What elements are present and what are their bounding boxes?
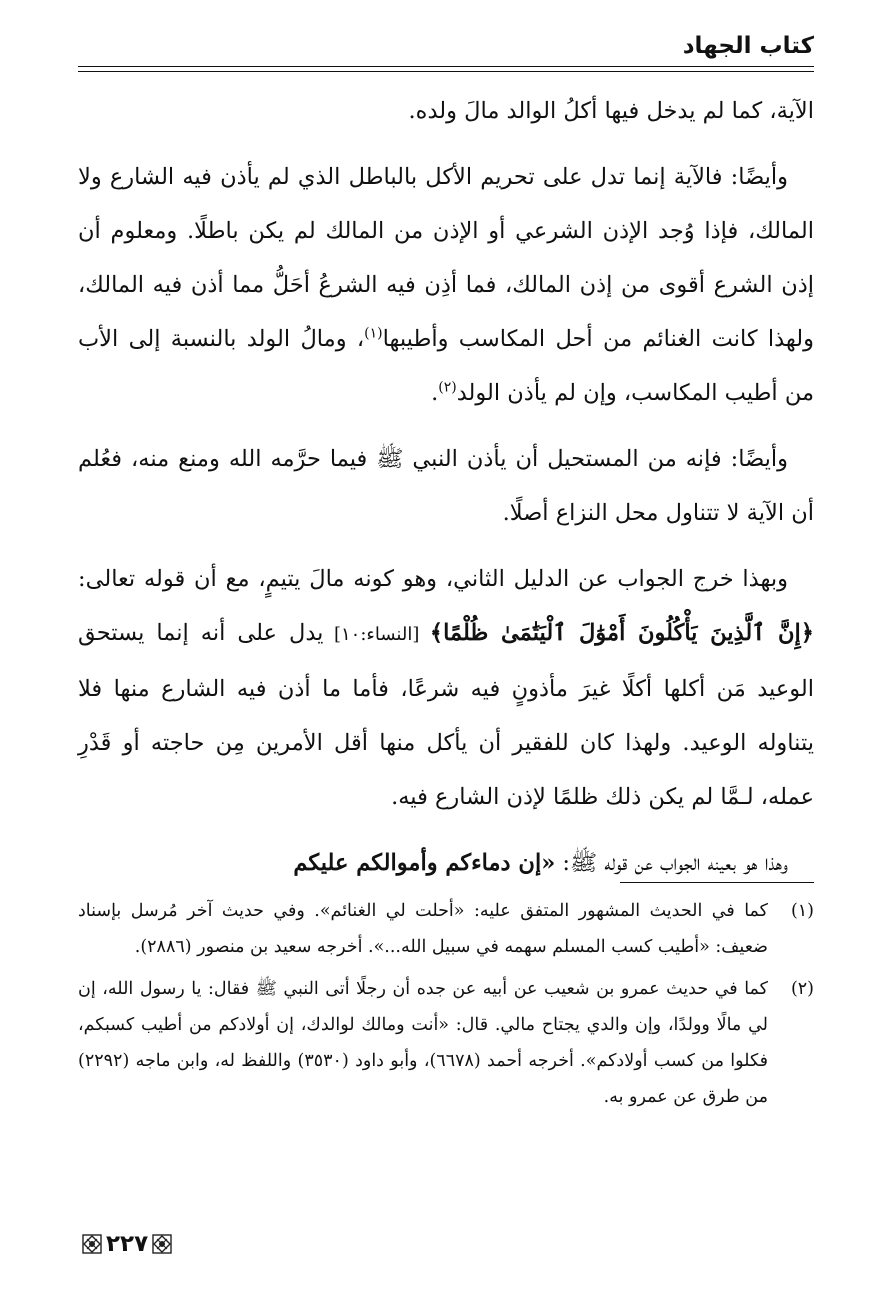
footnote-2 [78,971,814,1115]
main-text [78,84,814,902]
running-head-title: كتاب الجهاد [682,33,814,59]
footnote-1 [78,893,814,965]
hadith-quote: «إن دماءكم وأموالكم عليكم [293,850,556,876]
footnote-number: (٢) [790,979,814,999]
footnote-number: (١) [790,901,814,921]
footnote-text: كما في الحديث المشهور المتفق عليه: «أحلت لي الغنائم». وفي حديث آخر مُرسل بإسناد ضعيف: «أطيب كسب المسلم سهمه في سبيل الله...». أخرجه سعيد بن منصور (٢٨٨٦). [78,901,768,957]
footnote-ref-1[interactable]: (١) [364,325,383,342]
paragraph-4: وبهذا خرج الجواب عن الدليل الثاني، وهو كونه مالَ يتيمٍ، مع أن قوله تعالى: ﴿إِنَّ ٱلَّذِينَ يَأْكُلُونَ أَمْوَٰلَ ٱلْيَتَٰمَىٰ ظُلْمًا﴾ [النساء:١٠] يدل على أنه إنما يستحق الوعيد مَن أكلها أكلًا غيرَ مأذونٍ فيه شرعًا، فأما ما أذن فيه الشارع منها فلا يتناوله الوعيد. ولهذا كان للفقير أن يأكل منها أقل الأمرين مِن حاجته أو قَدْرِ عمله، لـمَّا لم يكن ذلك ظلمًا لإذن الشارع فيه. [78,566,814,810]
footnotes [78,893,814,1121]
footnote-text: كما في حديث عمرو بن شعيب عن أبيه عن جده أن رجلًا أتى النبي ﷺ فقال: يا رسول الله، إن لي مالًا وولدًا، وإن والدي يجتاح مالي. قال: «أنت ومالك لوالدك، إن أولادكم من أطيب كسبكم، فكلوا من كسب أولادكم». أخرجه أحمد (٦٦٧٨)، وأبو داود (٣٥٣٠) واللفظ له، وابن ماجه (٢٢٩٢) من طرق عن عمرو به. [78,979,768,1107]
quran-verse: ﴿إِنَّ ٱلَّذِينَ يَأْكُلُونَ أَمْوَٰلَ ٱلْيَتَٰمَىٰ ظُلْمًا﴾ [429,620,814,646]
paragraph-3: وأيضًا: فإنه من المستحيل أن يأذن النبي ﷺ فيما حرَّمه الله ومنع منه، فعُلم أن الآية لا تتناول محل النزاع أصلًا. [78,446,814,526]
floral-ornament-icon [152,1234,172,1254]
floral-ornament-icon [82,1234,102,1254]
verse-reference: [النساء:١٠] [323,624,430,645]
header-rule-bottom [78,71,814,72]
footnote-separator [620,882,814,883]
page-number: ٢٢٧ [106,1231,149,1257]
paragraph-2: وأيضًا: فالآية إنما تدل على تحريم الأكل بالباطل الذي لم يأذن فيه الشارع ولا المالك، فإذا وُجد الإذن الشرعي أو الإذن من المالك لم يكن باطلًا. ومعلوم أن إذن الشرع أقوى من إذن المالك، فما أذِن فيه الشرعُ أحَلُّ مما أذن فيه المالك، ولهذا كانت الغنائم من أحل المكاسب وأطيبها$^{(١)}$، ومالُ الولد بالنسبة إلى الأب من أطيب المكاسب، وإن لم يأذن الولد$^{(٢)}$. [78,164,814,406]
paragraph-1: الآية، كما لم يدخل فيها أكلُ الوالد مالَ ولده. [408,98,814,124]
footnote-ref-2[interactable]: (٢) [438,379,457,396]
header-rule-top [78,66,814,67]
page-number-block [78,1224,176,1264]
paragraph-5: وهذا هو بعينه الجواب عن قوله ﷺ: «إن دماءكم وأموالكم عليكم [293,850,788,876]
